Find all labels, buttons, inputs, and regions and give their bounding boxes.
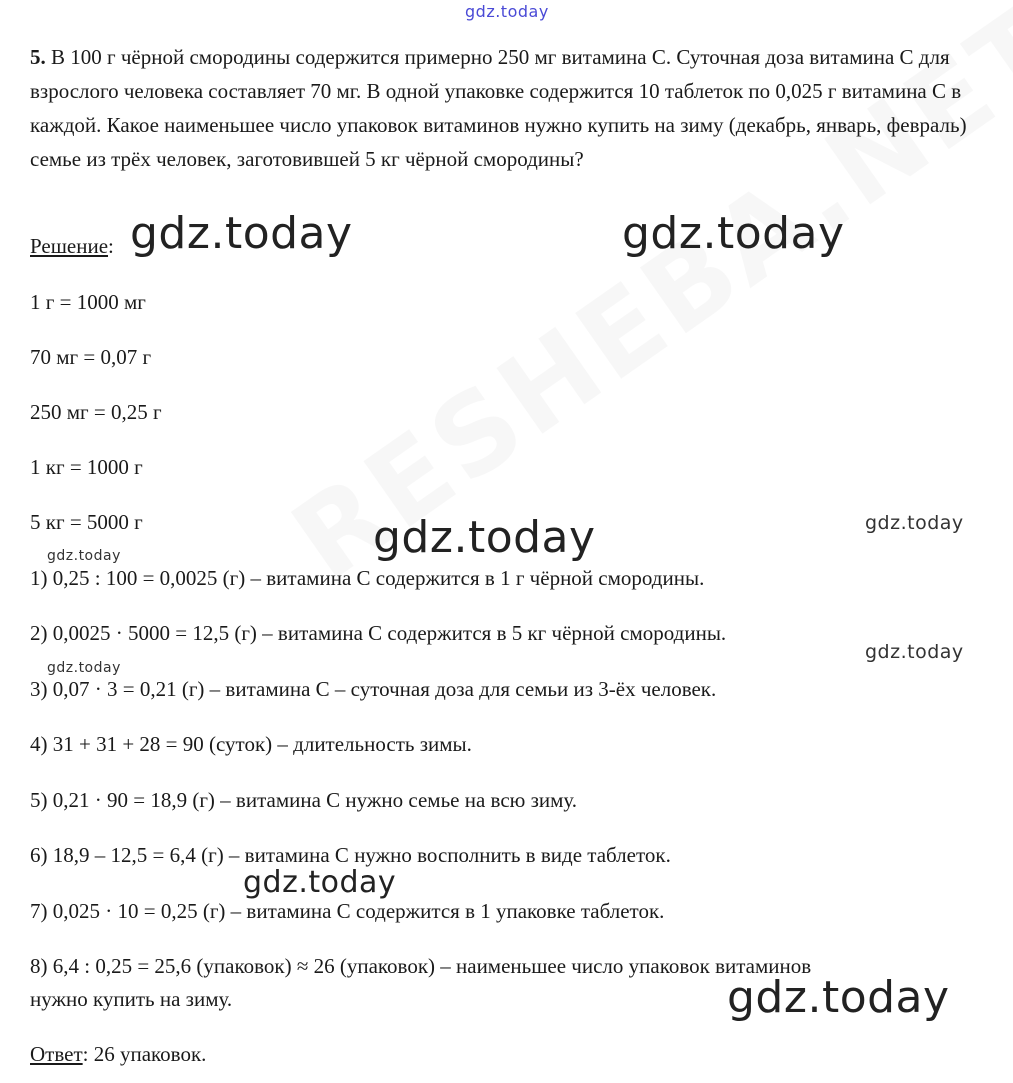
conversion-line: 1 кг = 1000 г (30, 455, 143, 479)
watermark-large: gdz.today (130, 208, 353, 259)
answer-text: : 26 упаковок. (82, 1042, 207, 1066)
problem-statement (30, 40, 990, 176)
watermark-tiny: gdz.today (47, 548, 121, 564)
solution-step: 8) 6,4 : 0,25 = 25,6 (упаковок) ≈ 26 (упаковок) – наименьшее число упаковок витаминов (30, 954, 812, 978)
solution-step-continuation: нужно купить на зиму. (30, 987, 233, 1011)
solution-step: 2) 0,0025 · 5000 = 12,5 (г) – витамина С содержится в 5 кг чёрной смородины. (30, 621, 727, 645)
conversion-line: 250 мг = 0,25 г (30, 400, 162, 424)
problem-text: В 100 г чёрной смородины содержится примерно 250 мг витамина С. Суточная доза витамина С для взрослого человека составляет 70 мг. В одной упаковке содержится 10 таблеток по 0,025 г витамина С в каждой. Какое наименьшее число упаковок витаминов нужно купить на зиму (декабрь, январь, февраль) семье из трёх человек, заготовившей 5 кг чёрной смородины? (30, 45, 967, 171)
solution-step: 3) 0,07 · 3 = 0,21 (г) – витамина С – суточная доза для семьи из 3-ёх человек. (30, 677, 717, 701)
problem-number: 5. (30, 45, 46, 69)
solution-step: 5) 0,21 · 90 = 18,9 (г) – витамина С нужно семье на всю зиму. (30, 788, 578, 812)
solution-heading: Решение: (30, 234, 114, 258)
watermark-medium: gdz.today (243, 865, 397, 900)
solution-label: Решение (30, 234, 109, 258)
watermark-top: gdz.today (465, 2, 549, 21)
conversion-line: 70 мг = 0,07 г (30, 345, 152, 369)
watermark-small: gdz.today (865, 641, 964, 663)
conversion-line: 5 кг = 5000 г (30, 510, 143, 534)
solution-step: 7) 0,025 · 10 = 0,25 (г) – витамина С содержится в 1 упаковке таблеток. (30, 899, 665, 923)
solution-step: 1) 0,25 : 100 = 0,0025 (г) – витамина С содержится в 1 г чёрной смородины. (30, 566, 705, 590)
solution-step: 4) 31 + 31 + 28 = 90 (суток) – длительность зимы. (30, 732, 472, 756)
watermark-large: gdz.today (727, 972, 950, 1023)
watermark-tiny: gdz.today (47, 660, 121, 676)
answer-label: Ответ (30, 1042, 83, 1066)
conversion-line: 1 г = 1000 мг (30, 290, 146, 314)
watermark-small: gdz.today (865, 512, 964, 534)
answer (30, 1042, 206, 1067)
watermark-large: gdz.today (622, 208, 845, 259)
solution-step: 6) 18,9 – 12,5 = 6,4 (г) – витамина С нужно восполнить в виде таблеток. (30, 843, 671, 867)
watermark-large: gdz.today (373, 512, 596, 563)
